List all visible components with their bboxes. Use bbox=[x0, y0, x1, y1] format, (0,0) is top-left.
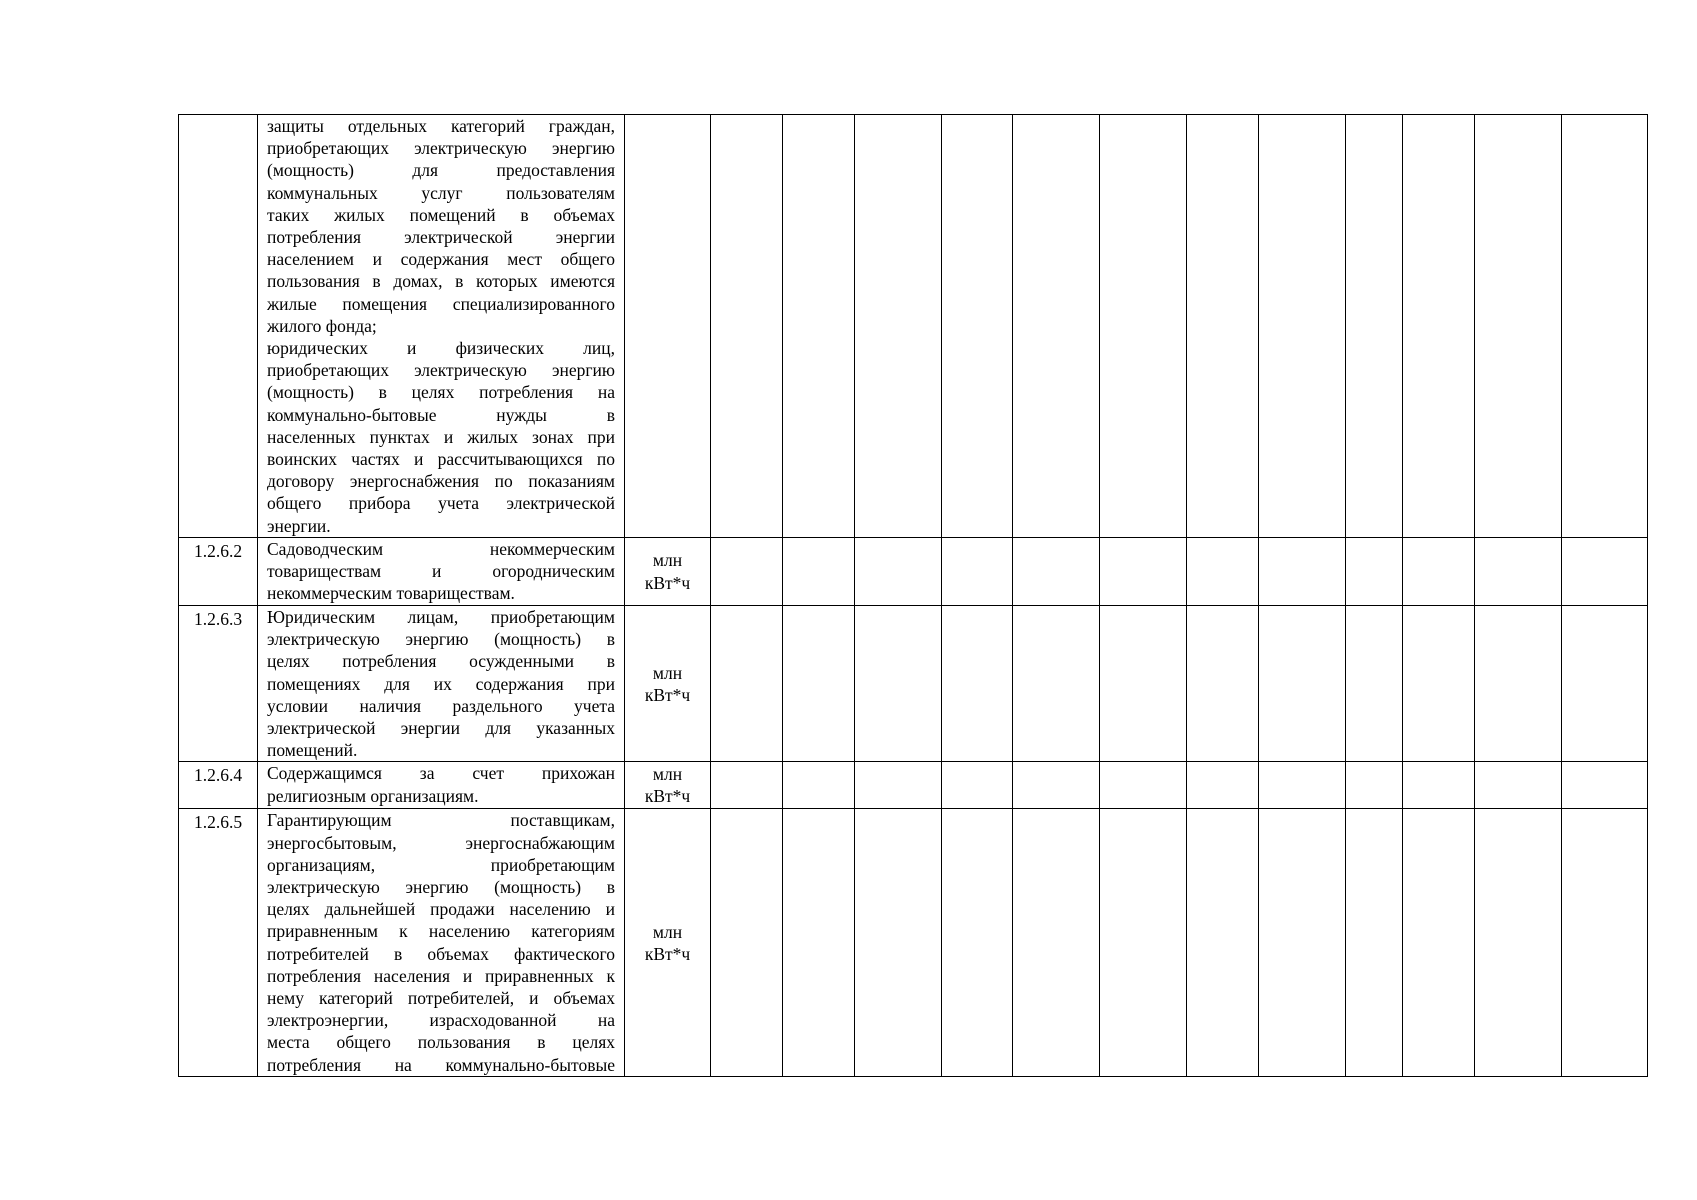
empty-value-cell bbox=[1259, 809, 1346, 1077]
empty-value-cell bbox=[711, 809, 783, 1077]
empty-value-cell bbox=[942, 762, 1013, 809]
empty-value-cell bbox=[1475, 115, 1562, 538]
description-line: электрическую энергию (мощность) в bbox=[267, 877, 615, 898]
empty-value-cell bbox=[942, 809, 1013, 1077]
unit-line: млн bbox=[652, 662, 683, 683]
empty-value-cell bbox=[1346, 538, 1403, 606]
description-line: потребления электрической энергии bbox=[267, 227, 615, 248]
empty-value-cell bbox=[1187, 606, 1259, 762]
empty-value-cell bbox=[783, 606, 855, 762]
row-description bbox=[258, 606, 625, 762]
description-line: жилого фонда; bbox=[267, 315, 377, 336]
description-line: помещений. bbox=[267, 740, 358, 761]
row-number: 1.2.6.4 bbox=[179, 762, 258, 809]
row-unit bbox=[625, 115, 711, 538]
description-line: приобретающих электрическую энергию bbox=[267, 360, 615, 381]
row-number: 1.2.6.2 bbox=[179, 538, 258, 606]
empty-value-cell bbox=[1346, 115, 1403, 538]
empty-value-cell bbox=[1346, 809, 1403, 1077]
unit-line: кВт*ч bbox=[644, 684, 691, 705]
table-row bbox=[179, 606, 1648, 762]
empty-value-cell bbox=[1475, 606, 1562, 762]
description-line: договору энергоснабжения по показаниям bbox=[267, 471, 615, 492]
empty-value-cell bbox=[855, 538, 942, 606]
table-body bbox=[179, 115, 1648, 1077]
empty-value-cell bbox=[1403, 809, 1475, 1077]
empty-value-cell bbox=[1403, 115, 1475, 538]
row-unit bbox=[625, 606, 711, 762]
description-line: Юридическим лицам, приобретающим bbox=[267, 607, 615, 627]
description-line: коммунальных услуг пользователям bbox=[267, 182, 615, 203]
empty-value-cell bbox=[1187, 762, 1259, 809]
description-line: коммунально-бытовые нужды в bbox=[267, 404, 615, 425]
description-line: энергосбытовым, энергоснабжающим bbox=[267, 832, 615, 853]
description-line: (мощность) для предоставления bbox=[267, 160, 615, 181]
unit-line: кВт*ч bbox=[644, 786, 691, 807]
empty-value-cell bbox=[942, 538, 1013, 606]
empty-value-cell bbox=[1100, 115, 1187, 538]
description-line: электроэнергии, израсходованной на bbox=[267, 1010, 615, 1031]
empty-value-cell bbox=[1403, 762, 1475, 809]
description-line: товариществам и огородническим bbox=[267, 561, 615, 582]
description-line: приобретающих электрическую энергию bbox=[267, 138, 615, 159]
empty-value-cell bbox=[1346, 762, 1403, 809]
empty-value-cell bbox=[711, 762, 783, 809]
row-description bbox=[258, 115, 625, 538]
empty-value-cell bbox=[1562, 762, 1648, 809]
empty-value-cell bbox=[1187, 115, 1259, 538]
description-line: населением и содержания мест общего bbox=[267, 249, 615, 270]
description-line: юридических и физических лиц, bbox=[267, 338, 615, 359]
description-line: организациям, приобретающим bbox=[267, 854, 615, 875]
description-line: Содержащимся за счет прихожан bbox=[267, 763, 615, 784]
empty-value-cell bbox=[1562, 606, 1648, 762]
description-line: пользования в домах, в которых имеются bbox=[267, 271, 615, 292]
empty-value-cell bbox=[1259, 538, 1346, 606]
description-line: условии наличия раздельного учета bbox=[267, 695, 615, 716]
description-line: некоммерческим товариществам. bbox=[267, 583, 515, 604]
empty-value-cell bbox=[855, 809, 942, 1077]
description-line: религиозным организациям. bbox=[267, 785, 479, 806]
description-line: потребления на коммунально-бытовые bbox=[267, 1054, 615, 1075]
table-row bbox=[179, 538, 1648, 606]
empty-value-cell bbox=[1100, 809, 1187, 1077]
description-line: целях потребления осужденными в bbox=[267, 651, 615, 672]
description-line: нему категорий потребителей, и объемах bbox=[267, 988, 615, 1009]
empty-value-cell bbox=[855, 606, 942, 762]
empty-value-cell bbox=[1100, 606, 1187, 762]
empty-value-cell bbox=[1562, 538, 1648, 606]
empty-value-cell bbox=[1403, 606, 1475, 762]
empty-value-cell bbox=[1187, 809, 1259, 1077]
empty-value-cell bbox=[1259, 115, 1346, 538]
empty-value-cell bbox=[783, 762, 855, 809]
description-line: электрическую энергию (мощность) в bbox=[267, 629, 615, 650]
empty-value-cell bbox=[855, 115, 942, 538]
row-number: 1.2.6.3 bbox=[179, 606, 258, 762]
data-table bbox=[178, 114, 1648, 1077]
description-line: приравненным к населению категориям bbox=[267, 921, 615, 942]
description-line: целях дальнейшей продажи населению и bbox=[267, 899, 615, 920]
description-line: места общего пользования в целях bbox=[267, 1032, 615, 1053]
empty-value-cell bbox=[1346, 606, 1403, 762]
row-unit bbox=[625, 538, 711, 606]
empty-value-cell bbox=[783, 115, 855, 538]
unit-line: млн bbox=[652, 764, 683, 785]
row-description bbox=[258, 809, 625, 1077]
empty-value-cell bbox=[783, 538, 855, 606]
description-line: жилые помещения специализированного bbox=[267, 293, 615, 314]
empty-value-cell bbox=[711, 115, 783, 538]
empty-value-cell bbox=[1259, 606, 1346, 762]
description-line: электрической энергии для указанных bbox=[267, 718, 615, 739]
empty-value-cell bbox=[1013, 762, 1100, 809]
empty-value-cell bbox=[1013, 606, 1100, 762]
description-line: населенных пунктах и жилых зонах при bbox=[267, 426, 615, 447]
empty-value-cell bbox=[1403, 538, 1475, 606]
table-row bbox=[179, 115, 1648, 538]
empty-value-cell bbox=[711, 606, 783, 762]
row-number bbox=[179, 115, 258, 538]
empty-value-cell bbox=[1475, 809, 1562, 1077]
empty-value-cell bbox=[855, 762, 942, 809]
description-line: Гарантирующим поставщикам, bbox=[267, 810, 615, 831]
description-line: помещениях для их содержания при bbox=[267, 673, 615, 694]
description-line: энергии. bbox=[267, 515, 331, 536]
empty-value-cell bbox=[1013, 115, 1100, 538]
row-unit bbox=[625, 762, 711, 809]
table-row bbox=[179, 762, 1648, 809]
empty-value-cell bbox=[1013, 809, 1100, 1077]
empty-value-cell bbox=[1562, 115, 1648, 538]
description-line: (мощность) в целях потребления на bbox=[267, 382, 615, 403]
unit-line: млн bbox=[652, 550, 683, 571]
table-row bbox=[179, 809, 1648, 1077]
empty-value-cell bbox=[1013, 538, 1100, 606]
unit-line: кВт*ч bbox=[644, 943, 691, 964]
empty-value-cell bbox=[711, 538, 783, 606]
empty-value-cell bbox=[942, 115, 1013, 538]
unit-line: кВт*ч bbox=[644, 572, 691, 593]
row-number: 1.2.6.5 bbox=[179, 809, 258, 1077]
empty-value-cell bbox=[1259, 762, 1346, 809]
row-description bbox=[258, 762, 625, 809]
empty-value-cell bbox=[1562, 809, 1648, 1077]
description-line: потребителей в объемах фактического bbox=[267, 943, 615, 964]
empty-value-cell bbox=[942, 606, 1013, 762]
description-line: Садоводческим некоммерческим bbox=[267, 539, 615, 559]
description-line: общего прибора учета электрической bbox=[267, 493, 615, 514]
empty-value-cell bbox=[1100, 762, 1187, 809]
empty-value-cell bbox=[1475, 762, 1562, 809]
description-line: потребления населения и приравненных к bbox=[267, 965, 615, 986]
description-line: защиты отдельных категорий граждан, bbox=[267, 116, 615, 136]
empty-value-cell bbox=[1475, 538, 1562, 606]
empty-value-cell bbox=[1187, 538, 1259, 606]
empty-value-cell bbox=[1100, 538, 1187, 606]
empty-value-cell bbox=[783, 809, 855, 1077]
row-unit bbox=[625, 809, 711, 1077]
row-description bbox=[258, 538, 625, 606]
description-line: таких жилых помещений в объемах bbox=[267, 204, 615, 225]
description-line: воинских частях и рассчитывающихся по bbox=[267, 449, 615, 470]
unit-line: млн bbox=[652, 921, 683, 942]
